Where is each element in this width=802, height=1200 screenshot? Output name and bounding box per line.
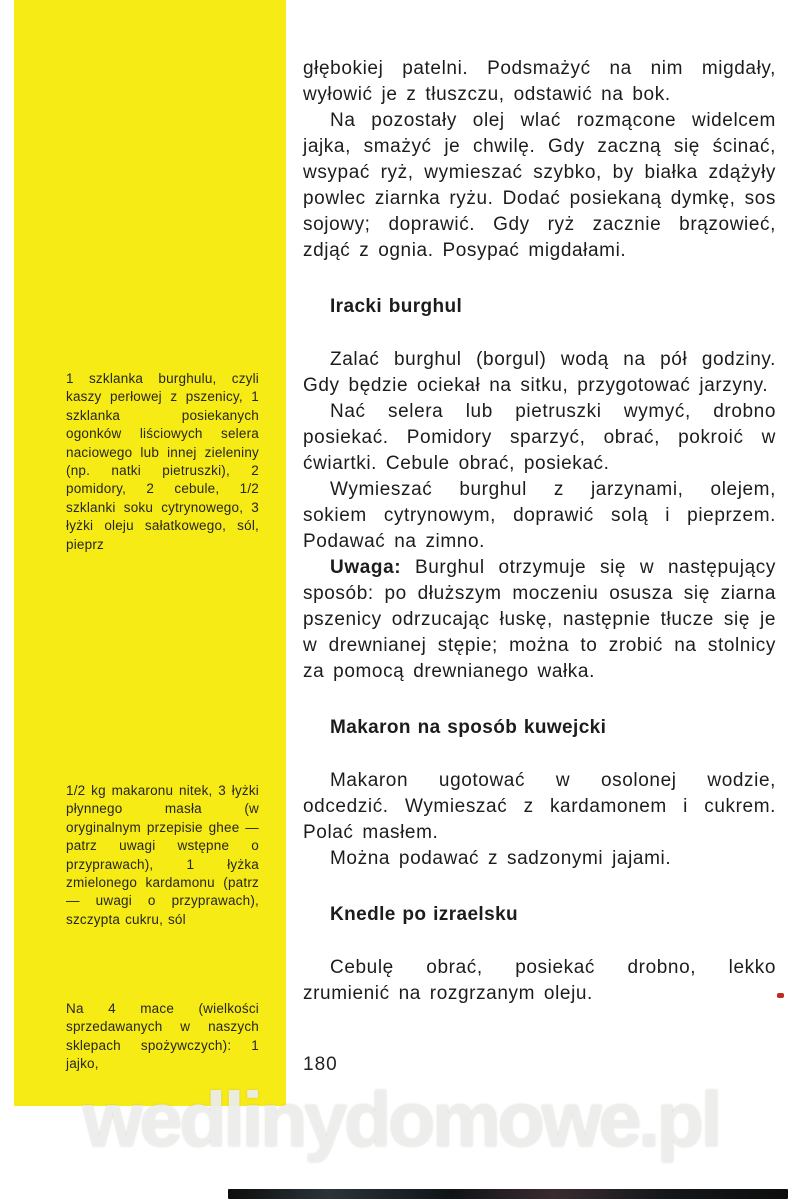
paragraph: Można podawać z sadzonymi jajami. <box>330 848 672 869</box>
margin-note-burghul-ingredients: 1 szklanka burghulu, czyli kaszy perłowej z pszenicy, 1 szklanka posiekanych ogonków liściowych selera naciowego lub innej zieleniny (np. natki pietruszki), 2 pomidory, 2 cebule, 1/2 szklanki soku cytrynowego, 3 łyżki oleju sałatkowego, sól, pieprz <box>66 371 259 552</box>
margin-note-knedle-ingredients: Na 4 mace (wielkości sprzedawanych w naszych sklepach spożywczych): 1 jajko, <box>66 1001 259 1072</box>
paragraph: Wymieszać burghul z jarzynami, olejem, sokiem cytrynowym, doprawić solą i pieprzem. Podawać na zimno. <box>303 479 776 552</box>
page-number: 180 <box>303 1054 338 1075</box>
paragraph: Cebulę obrać, posiekać drobno, lekko zrumienić na rozgrzanym oleju. <box>303 957 776 1004</box>
paragraph: Zalać burghul (borgul) wodą na pół godziny. Gdy będzie ociekał na sitku, przygotować jarzyny. <box>303 349 776 396</box>
watermark-text: wedlinydomowe.pl <box>82 1077 720 1163</box>
paragraph: Nać selera lub pietruszki wymyć, drobno posiekać. Pomidory sparzyć, obrać, pokroić w ćwiartki. Cebule obrać, posiekać. <box>303 401 776 474</box>
margin-note-makaron-ingredients: 1/2 kg makaronu nitek, 3 łyżki płynnego masła (w oryginalnym przepisie ghee — patrz uwagi wstępne o przyprawach), 1 łyżka zmielonego kardamonu (patrz — uwagi o przyprawach), szczypta cukru, sól <box>66 783 259 927</box>
scan-edge-strip <box>228 1189 788 1199</box>
paragraph-uwaga <box>303 555 776 685</box>
paragraph: Makaron ugotować w osolonej wodzie, odcedzić. Wymieszać z kardamonem i cukrem. Polać masłem. <box>303 770 776 843</box>
section-heading-knedle-izraelsku: Knedle po izraelsku <box>330 904 519 925</box>
red-speck-artifact <box>777 993 784 998</box>
recipe-text-column <box>303 56 776 1007</box>
paragraph-intro: Na pozostały olej wlać rozmącone widelcem jajka, smażyć je chwilę. Gdy zaczną się ścinać, wsypać ryż, wymieszać szybko, by białka zdążyły powlec ziarnka ryżu. Dodać posiekaną dymkę, sos sojowy; doprawić. Gdy ryż zacznie brązowieć, zdjąć z ognia. Posypać migdałami. <box>303 110 776 261</box>
paragraph-intro-continuation: głębokiej patelni. Podsmażyć na nim migdały, wyłowić je z tłuszczu, odstawić na bok. <box>303 58 776 105</box>
section-heading-makaron-kuwejcki: Makaron na sposób kuwejcki <box>330 717 607 738</box>
uwaga-text: Burghul otrzymuje się w następujący sposób: po dłuższym moczeniu osusza się ziarna pszenicy odrzucając łuskę, następnie tłucze się je w drewnianej stępie; można to zrobić na stolnicy za pomocą drewnianego wałka. <box>303 557 776 682</box>
uwaga-label: Uwaga: <box>330 557 402 578</box>
section-heading-iracki-burghul: Iracki burghul <box>330 296 463 317</box>
